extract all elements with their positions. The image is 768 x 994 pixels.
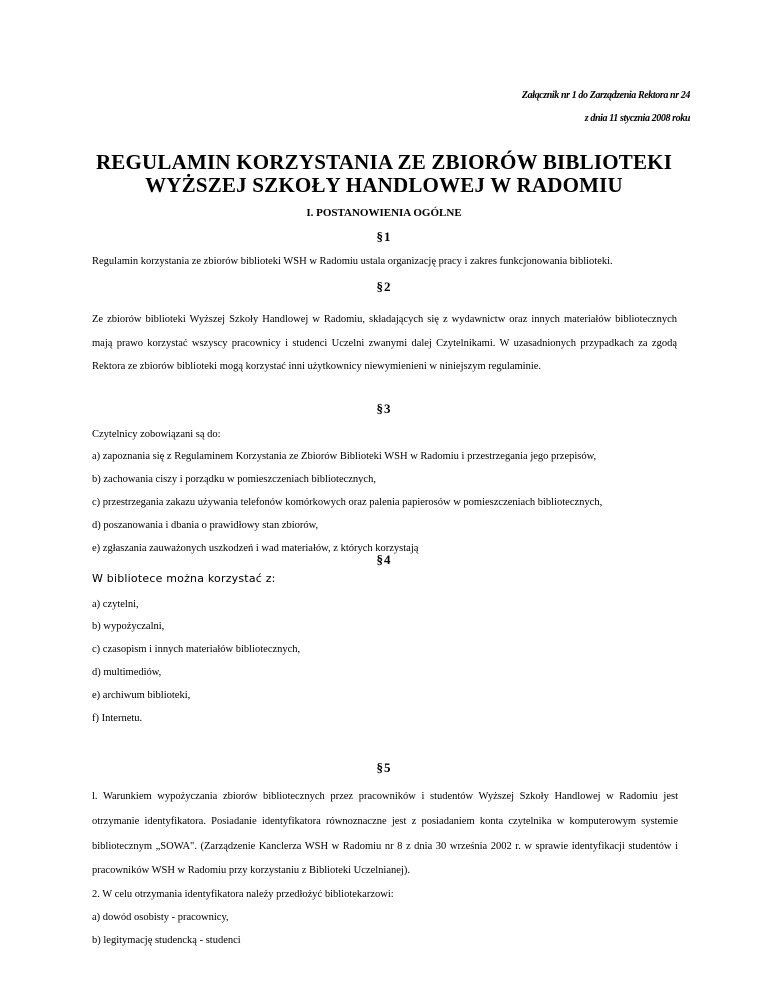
- section-heading: I. POSTANOWIENIA OGÓLNE: [306, 207, 462, 219]
- paragraph-4-item: f) Internetu.: [92, 713, 143, 724]
- paragraph-4-item: b) wypożyczalni,: [92, 621, 165, 632]
- paragraph-5-item: b) legitymację studencką - studenci: [92, 935, 241, 946]
- paragraph-mark-2: §2: [376, 279, 392, 294]
- paragraph-5-point-1: l. Warunkiem wypożyczania zbiorów bibliotecznych przez pracowników i studentów Wyższej Szkoły Handlowej w Radomiu jest otrzymanie identyfikatora. Posiadanie identyfikatora równoznaczne jest z posiadaniem konta czytelnika w komputerowym systemie bibliotecznym „SOWA". (Zarządzenie Kanclerza WSH w Radomiu nr 8 z dnia 30 września 2002 r. w sprawie identyfikacji studentów i pracowników WSH w Radomiu przy korzystaniu z Biblioteki Uczelnianej).: [92, 791, 678, 877]
- annex-date: z dnia 11 stycznia 2008 roku: [584, 113, 690, 124]
- paragraph-3-intro: Czytelnicy zobowiązani są do:: [92, 429, 221, 440]
- paragraph-4-intro: W bibliotece można korzystać z:: [92, 572, 276, 585]
- paragraph-mark-1: §1: [376, 229, 392, 244]
- paragraph-3-item: b) zachowania ciszy i porządku w pomieszczeniach bibliotecznych,: [92, 474, 376, 485]
- paragraph-mark-5: §5: [376, 760, 392, 775]
- paragraph-5-point-2: 2. W celu otrzymania identyfikatora należy przedłożyć bibliotekarzowi:: [92, 889, 394, 900]
- paragraph-4-item: a) czytelni,: [92, 599, 139, 610]
- paragraph-4-item: c) czasopism i innych materiałów bibliotecznych,: [92, 644, 301, 655]
- paragraph-3-item: e) zgłaszania zauważonych uszkodzeń i wad materiałów, z których korzystają: [92, 543, 419, 554]
- paragraph-mark-3: §3: [376, 401, 392, 416]
- paragraph-4-item: e) archiwum biblioteki,: [92, 690, 191, 701]
- paragraph-3-item: d) poszanowania i dbania o prawidłowy stan zbiorów,: [92, 520, 319, 531]
- paragraph-mark-4: §4: [376, 552, 392, 567]
- document-title-line1: REGULAMIN KORZYSTANIA ZE ZBIORÓW BIBLIOTEKI: [95, 150, 673, 174]
- annex-reference: Załącznik nr 1 do Zarządzenia Rektora nr 24: [521, 90, 690, 101]
- document-title-line2: WYŻSZEJ SZKOŁY HANDLOWEJ W RADOMIU: [145, 173, 623, 197]
- paragraph-5-item: a) dowód osobisty - pracownicy,: [92, 912, 229, 923]
- paragraph-4-item: d) multimediów,: [92, 667, 162, 678]
- paragraph-2-text: Ze zbiorów biblioteki Wyższej Szkoły Handlowej w Radomiu, składających się z wydawnictw oraz innych materiałów bibliotecznych mają prawo korzystać wszyscy pracownicy i studenci Uczelni zwanymi dalej Czytelnikami. W uzasadnionych przypadkach za zgodą Rektora ze zbiorów biblioteki mogą korzystać inni użytkownicy niewymienieni w niniejszym regulaminie.: [92, 314, 677, 372]
- paragraph-3-item: c) przestrzegania zakazu używania telefonów komórkowych oraz palenia papierosów w pomieszczeniach bibliotecznych,: [92, 497, 603, 508]
- paragraph-1-text: Regulamin korzystania ze zbiorów biblioteki WSH w Radomiu ustala organizację pracy i zakres funkcjonowania biblioteki.: [92, 256, 613, 267]
- paragraph-3-item: a) zapoznania się z Regulaminem Korzystania ze Zbiorów Biblioteki WSH w Radomiu i przestrzegania jego przepisów,: [92, 451, 597, 462]
